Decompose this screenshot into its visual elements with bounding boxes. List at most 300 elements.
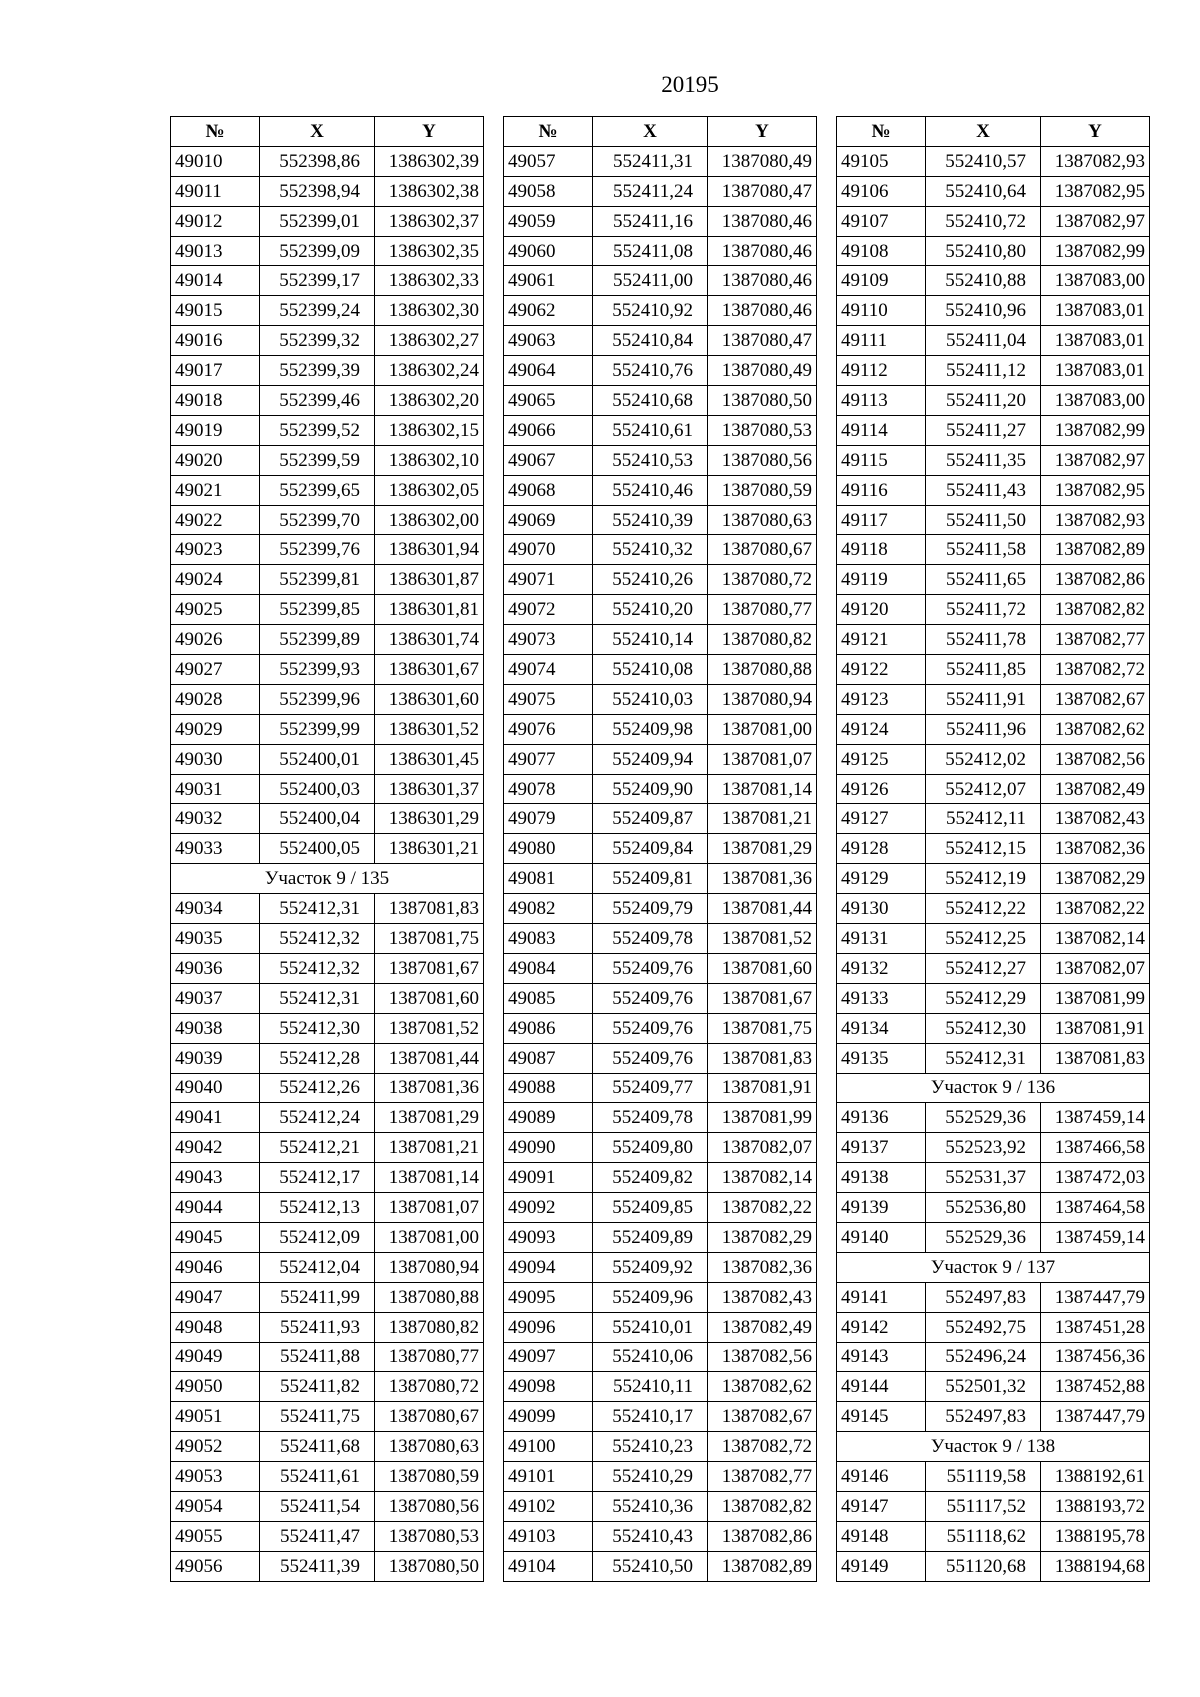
x-coordinate: 552411,35	[926, 445, 1041, 475]
point-number: 49025	[171, 595, 260, 625]
point-number: 49139	[837, 1193, 926, 1223]
point-number: 49064	[504, 356, 593, 386]
x-coordinate: 552536,80	[926, 1193, 1041, 1223]
point-number: 49036	[171, 953, 260, 983]
y-coordinate: 1387080,56	[375, 1491, 484, 1521]
y-coordinate: 1386302,10	[375, 445, 484, 475]
x-coordinate: 552410,23	[593, 1432, 708, 1462]
table-row	[837, 924, 1150, 954]
point-number: 49052	[171, 1432, 260, 1462]
y-coordinate: 1387447,79	[1041, 1402, 1150, 1432]
point-number: 49111	[837, 326, 926, 356]
table-row	[837, 445, 1150, 475]
table-row	[504, 714, 817, 744]
table-row	[171, 804, 484, 834]
point-number: 49122	[837, 655, 926, 685]
table-row	[504, 864, 817, 894]
x-coordinate: 552411,00	[593, 266, 708, 296]
y-coordinate: 1387080,49	[708, 146, 817, 176]
coordinates-table-1	[170, 116, 484, 1582]
point-number: 49012	[171, 206, 260, 236]
y-coordinate: 1387082,49	[1041, 774, 1150, 804]
table-row	[837, 684, 1150, 714]
x-coordinate: 552410,76	[593, 356, 708, 386]
y-coordinate: 1387081,00	[375, 1222, 484, 1252]
table-row	[837, 1133, 1150, 1163]
x-coordinate: 552399,99	[260, 714, 375, 744]
x-coordinate: 552399,65	[260, 475, 375, 505]
point-number: 49015	[171, 296, 260, 326]
table-row	[837, 565, 1150, 595]
section-row	[171, 864, 484, 894]
section-label: Участок 9 / 135	[171, 864, 484, 894]
point-number: 49147	[837, 1491, 926, 1521]
y-coordinate: 1387080,94	[708, 684, 817, 714]
table-row	[837, 1402, 1150, 1432]
x-coordinate: 551119,58	[926, 1462, 1041, 1492]
y-coordinate: 1387080,59	[708, 475, 817, 505]
x-coordinate: 552409,76	[593, 1043, 708, 1073]
table-row	[504, 1222, 817, 1252]
x-coordinate: 551117,52	[926, 1491, 1041, 1521]
point-number: 49130	[837, 894, 926, 924]
y-coordinate: 1386301,81	[375, 595, 484, 625]
point-number: 49044	[171, 1193, 260, 1223]
point-number: 49061	[504, 266, 593, 296]
table-row	[504, 1312, 817, 1342]
y-coordinate: 1386302,24	[375, 356, 484, 386]
point-number: 49035	[171, 924, 260, 954]
y-coordinate: 1387080,46	[708, 296, 817, 326]
y-coordinate: 1386302,38	[375, 176, 484, 206]
x-coordinate: 552410,96	[926, 296, 1041, 326]
y-coordinate: 1387080,50	[708, 386, 817, 416]
point-number: 49092	[504, 1193, 593, 1223]
point-number: 49046	[171, 1252, 260, 1282]
x-coordinate: 552412,15	[926, 834, 1041, 864]
point-number: 49087	[504, 1043, 593, 1073]
x-coordinate: 552411,50	[926, 505, 1041, 535]
page-number: 20195	[661, 72, 719, 97]
y-coordinate: 1387080,77	[708, 595, 817, 625]
y-coordinate: 1387080,67	[708, 535, 817, 565]
point-number: 49081	[504, 864, 593, 894]
x-coordinate: 552411,16	[593, 206, 708, 236]
table-row	[837, 475, 1150, 505]
x-coordinate: 552410,57	[926, 146, 1041, 176]
table-row	[837, 953, 1150, 983]
y-coordinate: 1387082,56	[1041, 744, 1150, 774]
table-row	[171, 1402, 484, 1432]
x-coordinate: 552412,09	[260, 1222, 375, 1252]
x-coordinate: 552411,96	[926, 714, 1041, 744]
y-coordinate: 1387081,83	[1041, 1043, 1150, 1073]
table-row	[504, 1402, 817, 1432]
point-number: 49146	[837, 1462, 926, 1492]
x-coordinate: 552412,32	[260, 924, 375, 954]
header-y: Y	[708, 117, 817, 147]
y-coordinate: 1386301,74	[375, 625, 484, 655]
x-coordinate: 552410,61	[593, 415, 708, 445]
y-coordinate: 1386301,60	[375, 684, 484, 714]
table-row	[504, 1282, 817, 1312]
table-row	[171, 1491, 484, 1521]
x-coordinate: 552409,77	[593, 1073, 708, 1103]
x-coordinate: 552399,59	[260, 445, 375, 475]
x-coordinate: 552411,08	[593, 236, 708, 266]
table-row	[837, 1103, 1150, 1133]
point-number: 49057	[504, 146, 593, 176]
point-number: 49116	[837, 475, 926, 505]
point-number: 49120	[837, 595, 926, 625]
table-header-row	[504, 117, 817, 147]
table-row	[171, 236, 484, 266]
point-number: 49108	[837, 236, 926, 266]
point-number: 49073	[504, 625, 593, 655]
table-row	[171, 1342, 484, 1372]
table-row	[504, 146, 817, 176]
table-row	[171, 953, 484, 983]
y-coordinate: 1387080,46	[708, 236, 817, 266]
y-coordinate: 1387080,49	[708, 356, 817, 386]
table-row	[837, 1043, 1150, 1073]
x-coordinate: 552410,32	[593, 535, 708, 565]
table-row	[504, 565, 817, 595]
table-row	[837, 206, 1150, 236]
point-number: 49050	[171, 1372, 260, 1402]
point-number: 49032	[171, 804, 260, 834]
y-coordinate: 1386302,27	[375, 326, 484, 356]
point-number: 49062	[504, 296, 593, 326]
table-row	[504, 266, 817, 296]
x-coordinate: 552409,76	[593, 1013, 708, 1043]
point-number: 49112	[837, 356, 926, 386]
table-header-row	[171, 117, 484, 147]
x-coordinate: 552410,26	[593, 565, 708, 595]
x-coordinate: 552409,84	[593, 834, 708, 864]
table-row	[504, 1342, 817, 1372]
x-coordinate: 552523,92	[926, 1133, 1041, 1163]
point-number: 49045	[171, 1222, 260, 1252]
point-number: 49098	[504, 1372, 593, 1402]
table-row	[171, 894, 484, 924]
y-coordinate: 1387082,56	[708, 1342, 817, 1372]
x-coordinate: 552409,92	[593, 1252, 708, 1282]
x-coordinate: 552410,43	[593, 1521, 708, 1551]
x-coordinate: 552411,43	[926, 475, 1041, 505]
point-number: 49129	[837, 864, 926, 894]
point-number: 49123	[837, 684, 926, 714]
y-coordinate: 1387451,28	[1041, 1312, 1150, 1342]
x-coordinate: 552399,17	[260, 266, 375, 296]
point-number: 49023	[171, 535, 260, 565]
x-coordinate: 552412,04	[260, 1252, 375, 1282]
y-coordinate: 1386302,15	[375, 415, 484, 445]
y-coordinate: 1387081,14	[708, 774, 817, 804]
x-coordinate: 552399,24	[260, 296, 375, 326]
x-coordinate: 552410,68	[593, 386, 708, 416]
point-number: 49113	[837, 386, 926, 416]
x-coordinate: 552409,81	[593, 864, 708, 894]
x-coordinate: 552398,86	[260, 146, 375, 176]
y-coordinate: 1387082,72	[708, 1432, 817, 1462]
point-number: 49090	[504, 1133, 593, 1163]
x-coordinate: 552529,36	[926, 1222, 1041, 1252]
y-coordinate: 1387080,82	[375, 1312, 484, 1342]
table-row	[837, 1521, 1150, 1551]
x-coordinate: 552409,82	[593, 1163, 708, 1193]
point-number: 49068	[504, 475, 593, 505]
y-coordinate: 1386302,35	[375, 236, 484, 266]
x-coordinate: 552410,92	[593, 296, 708, 326]
point-number: 49040	[171, 1073, 260, 1103]
y-coordinate: 1387081,07	[708, 744, 817, 774]
x-coordinate: 552399,52	[260, 415, 375, 445]
point-number: 49018	[171, 386, 260, 416]
table-row	[171, 595, 484, 625]
point-number: 49093	[504, 1222, 593, 1252]
y-coordinate: 1388195,78	[1041, 1521, 1150, 1551]
point-number: 49024	[171, 565, 260, 595]
y-coordinate: 1387082,95	[1041, 176, 1150, 206]
y-coordinate: 1387080,63	[708, 505, 817, 535]
x-coordinate: 552410,01	[593, 1312, 708, 1342]
table-row	[171, 1312, 484, 1342]
table-row	[171, 655, 484, 685]
point-number: 49058	[504, 176, 593, 206]
table-row	[837, 983, 1150, 1013]
x-coordinate: 552412,26	[260, 1073, 375, 1103]
x-coordinate: 552410,80	[926, 236, 1041, 266]
point-number: 49091	[504, 1163, 593, 1193]
y-coordinate: 1386302,37	[375, 206, 484, 236]
y-coordinate: 1387081,36	[375, 1073, 484, 1103]
point-number: 49071	[504, 565, 593, 595]
x-coordinate: 552492,75	[926, 1312, 1041, 1342]
table-row	[504, 684, 817, 714]
table-row	[504, 744, 817, 774]
x-coordinate: 552411,39	[260, 1551, 375, 1581]
table-row	[837, 1462, 1150, 1492]
y-coordinate: 1387082,43	[1041, 804, 1150, 834]
point-number: 49082	[504, 894, 593, 924]
y-coordinate: 1387081,44	[375, 1043, 484, 1073]
y-coordinate: 1387081,21	[708, 804, 817, 834]
table-row	[171, 505, 484, 535]
y-coordinate: 1387080,47	[708, 176, 817, 206]
point-number: 49067	[504, 445, 593, 475]
y-coordinate: 1387080,63	[375, 1432, 484, 1462]
point-number: 49072	[504, 595, 593, 625]
x-coordinate: 552411,78	[926, 625, 1041, 655]
x-coordinate: 552399,32	[260, 326, 375, 356]
y-coordinate: 1387082,36	[708, 1252, 817, 1282]
table-row	[504, 804, 817, 834]
table-row	[504, 1432, 817, 1462]
table-row	[504, 1133, 817, 1163]
y-coordinate: 1387464,58	[1041, 1193, 1150, 1223]
x-coordinate: 552412,30	[260, 1013, 375, 1043]
table-row	[504, 1073, 817, 1103]
point-number: 49106	[837, 176, 926, 206]
y-coordinate: 1387080,53	[708, 415, 817, 445]
y-coordinate: 1386301,67	[375, 655, 484, 685]
y-coordinate: 1387080,56	[708, 445, 817, 475]
point-number: 49099	[504, 1402, 593, 1432]
point-number: 49028	[171, 684, 260, 714]
x-coordinate: 552410,08	[593, 655, 708, 685]
point-number: 49102	[504, 1491, 593, 1521]
table-row	[504, 983, 817, 1013]
y-coordinate: 1387081,75	[708, 1013, 817, 1043]
x-coordinate: 552411,47	[260, 1521, 375, 1551]
x-coordinate: 552497,83	[926, 1402, 1041, 1432]
y-coordinate: 1387082,62	[1041, 714, 1150, 744]
x-coordinate: 552410,84	[593, 326, 708, 356]
x-coordinate: 552399,39	[260, 356, 375, 386]
point-number: 49080	[504, 834, 593, 864]
point-number: 49115	[837, 445, 926, 475]
point-number: 49051	[171, 1402, 260, 1432]
point-number: 49149	[837, 1551, 926, 1581]
table-row	[504, 1551, 817, 1581]
table-row	[504, 1043, 817, 1073]
table-row	[171, 625, 484, 655]
table-row	[171, 1252, 484, 1282]
y-coordinate: 1387452,88	[1041, 1372, 1150, 1402]
y-coordinate: 1387082,93	[1041, 146, 1150, 176]
x-coordinate: 552412,17	[260, 1163, 375, 1193]
y-coordinate: 1387081,00	[708, 714, 817, 744]
x-coordinate: 552412,31	[260, 894, 375, 924]
point-number: 49103	[504, 1521, 593, 1551]
x-coordinate: 552411,24	[593, 176, 708, 206]
table-row	[837, 595, 1150, 625]
y-coordinate: 1386301,87	[375, 565, 484, 595]
y-coordinate: 1386301,94	[375, 535, 484, 565]
y-coordinate: 1387082,89	[708, 1551, 817, 1581]
section-label: Участок 9 / 137	[837, 1252, 1150, 1282]
x-coordinate: 552409,94	[593, 744, 708, 774]
table-row	[171, 1222, 484, 1252]
point-number: 49017	[171, 356, 260, 386]
point-number: 49027	[171, 655, 260, 685]
y-coordinate: 1387083,01	[1041, 356, 1150, 386]
table-row	[171, 146, 484, 176]
x-coordinate: 552412,31	[260, 983, 375, 1013]
x-coordinate: 552411,27	[926, 415, 1041, 445]
x-coordinate: 552410,36	[593, 1491, 708, 1521]
table-row	[837, 1491, 1150, 1521]
x-coordinate: 552412,31	[926, 1043, 1041, 1073]
point-number: 49037	[171, 983, 260, 1013]
table-row	[837, 864, 1150, 894]
table-row	[171, 475, 484, 505]
table-row	[504, 475, 817, 505]
x-coordinate: 551118,62	[926, 1521, 1041, 1551]
table-row	[171, 1163, 484, 1193]
table-row	[171, 924, 484, 954]
table-row	[837, 1193, 1150, 1223]
point-number: 49076	[504, 714, 593, 744]
table-row	[504, 415, 817, 445]
y-coordinate: 1387082,99	[1041, 236, 1150, 266]
x-coordinate: 552497,83	[926, 1282, 1041, 1312]
table-row	[837, 1013, 1150, 1043]
table-row	[837, 1342, 1150, 1372]
point-number: 49101	[504, 1462, 593, 1492]
x-coordinate: 552410,03	[593, 684, 708, 714]
x-coordinate: 552399,01	[260, 206, 375, 236]
x-coordinate: 552399,89	[260, 625, 375, 655]
y-coordinate: 1386301,52	[375, 714, 484, 744]
point-number: 49135	[837, 1043, 926, 1073]
x-coordinate: 552411,61	[260, 1462, 375, 1492]
point-number: 49132	[837, 953, 926, 983]
section-row	[837, 1252, 1150, 1282]
table-row	[504, 625, 817, 655]
point-number: 49124	[837, 714, 926, 744]
table-row	[504, 296, 817, 326]
x-coordinate: 552400,03	[260, 774, 375, 804]
y-coordinate: 1387082,14	[708, 1163, 817, 1193]
table-row	[504, 595, 817, 625]
coordinates-table-2	[503, 116, 817, 1582]
y-coordinate: 1387080,46	[708, 266, 817, 296]
x-coordinate: 552412,07	[926, 774, 1041, 804]
y-coordinate: 1387081,29	[375, 1103, 484, 1133]
x-coordinate: 552412,25	[926, 924, 1041, 954]
y-coordinate: 1387082,97	[1041, 445, 1150, 475]
x-coordinate: 552399,93	[260, 655, 375, 685]
point-number: 49125	[837, 744, 926, 774]
x-coordinate: 552411,20	[926, 386, 1041, 416]
x-coordinate: 551120,68	[926, 1551, 1041, 1581]
point-number: 49078	[504, 774, 593, 804]
y-coordinate: 1387082,07	[1041, 953, 1150, 983]
y-coordinate: 1387082,29	[1041, 864, 1150, 894]
y-coordinate: 1386302,39	[375, 146, 484, 176]
y-coordinate: 1387081,91	[1041, 1013, 1150, 1043]
point-number: 49105	[837, 146, 926, 176]
x-coordinate: 552501,32	[926, 1372, 1041, 1402]
table-row	[837, 326, 1150, 356]
table-row	[837, 535, 1150, 565]
point-number: 49034	[171, 894, 260, 924]
table-row	[171, 296, 484, 326]
point-number: 49136	[837, 1103, 926, 1133]
table-row	[504, 1193, 817, 1223]
x-coordinate: 552409,96	[593, 1282, 708, 1312]
table-row	[171, 176, 484, 206]
x-coordinate: 552399,96	[260, 684, 375, 714]
table-row	[504, 535, 817, 565]
y-coordinate: 1387080,94	[375, 1252, 484, 1282]
y-coordinate: 1387081,52	[375, 1013, 484, 1043]
point-number: 49096	[504, 1312, 593, 1342]
y-coordinate: 1387472,03	[1041, 1163, 1150, 1193]
table-row	[837, 774, 1150, 804]
y-coordinate: 1387081,67	[375, 953, 484, 983]
y-coordinate: 1387082,07	[708, 1133, 817, 1163]
x-coordinate: 552409,80	[593, 1133, 708, 1163]
x-coordinate: 552410,29	[593, 1462, 708, 1492]
table-row	[837, 386, 1150, 416]
table-row	[171, 983, 484, 1013]
x-coordinate: 552411,72	[926, 595, 1041, 625]
x-coordinate: 552411,82	[260, 1372, 375, 1402]
y-coordinate: 1387080,77	[375, 1342, 484, 1372]
